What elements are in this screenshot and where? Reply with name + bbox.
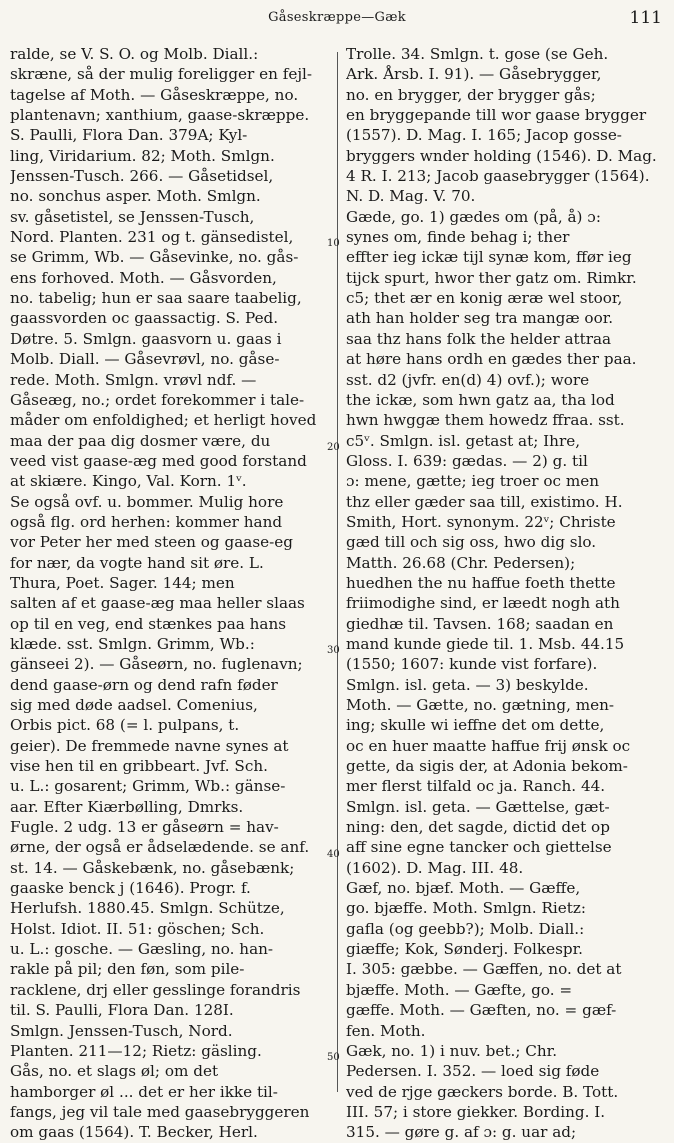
text-line: giedhæ til. Tavsen. 168; saadan en <box>346 614 614 633</box>
text-line: 4 R. I. 213; Jacob gaasebrygger (1564). <box>346 167 650 186</box>
text-line: ning: den, det sagde, dictid det op <box>346 818 610 837</box>
text-line: Herlufsh. 1880.45. Smlgn. Schütze, <box>10 899 285 918</box>
text-line: Trolle. 34. Smlgn. t. gose (se Geh. <box>346 45 609 63</box>
text-line: Ark. Årsb. I. 91). — Gåsebrygger, <box>346 65 602 84</box>
text-line: ing; skulle wi ieffne det om dette, <box>346 716 605 735</box>
text-line: klæde. sst. Smlgn. Grimm, Wb.: <box>10 634 255 653</box>
text-line: gafla (og geebb?); Molb. Diall.: <box>346 919 585 938</box>
text-line: mer flerst tilfald oc ja. Ranch. 44. <box>346 777 606 796</box>
text-line: sst. d2 (jvfr. en(d) 4) ovf.); wore <box>346 370 590 389</box>
text-line: the ickæ, som hwn gatz aa, tha lod <box>346 390 615 409</box>
text-line: 315. — gøre g. af ɔ: g. uar ad; <box>346 1123 577 1142</box>
text-line: no. en brygger, der brygger gås; <box>346 85 596 104</box>
text-line: Døtre. 5. Smlgn. gaasvorn u. gaas i <box>10 329 282 348</box>
text-line: tijck spurt, hwor ther gatz om. Rimkr. <box>346 268 637 287</box>
text-line: rede. Moth. Smlgn. vrøvl ndf. — <box>10 370 257 389</box>
text-line: Smlgn. isl. geta. — Gættelse, gæt- <box>346 797 610 816</box>
text-line: no. tabelig; hun er saa saare taabelig, <box>10 289 302 308</box>
line-number: 10 <box>327 238 340 249</box>
text-line: synes om, finde behag i; ther <box>346 228 570 247</box>
text-line: no. sonchus asper. Moth. Smlgn. <box>10 187 261 206</box>
text-line: u. L.: gosche. — Gæsling, no. han- <box>10 940 274 959</box>
text-line: Smith, Hort. synonym. 22ᵛ; Christe <box>346 512 616 531</box>
text-line: gänseei 2). — Gåseørn, no. fuglenavn; <box>10 655 303 674</box>
text-line: salten af et gaase-æg maa heller slaas <box>10 594 305 613</box>
text-line: Gloss. I. 639: gædas. — 2) g. til <box>346 451 588 470</box>
text-line: Thura, Poet. Sager. 144; men <box>10 573 235 592</box>
text-line: om gaas (1564). T. Becker, Herl. <box>10 1123 258 1142</box>
text-line: op til en veg, end stænkes paa hans <box>10 614 287 633</box>
text-line: vise hen til en gribbeart. Jvf. Sch. <box>10 757 268 776</box>
text-line: c5ᵛ. Smlgn. isl. getast at; Ihre, <box>346 431 581 450</box>
text-line: gæd till och sig oss, hwo dig slo. <box>346 533 597 552</box>
text-line: Pedersen. I. 352. — loed sig føde <box>346 1062 600 1081</box>
text-line: ling, Viridarium. 82; Moth. Smlgn. <box>10 146 275 165</box>
text-line: st. 14. — Gåskebænk, no. gåsebænk; <box>10 858 295 877</box>
text-line: dend gaase-ørn og dend rafn føder <box>10 675 278 694</box>
text-line: Planten. 211—12; Rietz: gäsling. <box>10 1041 262 1060</box>
text-line: maa der paa dig dosmer være, du <box>10 431 271 450</box>
text-line: gæffe. Moth. — Gæften, no. = gæf- <box>346 1001 617 1020</box>
text-line: Holst. Idiot. II. 51: göschen; Sch. <box>10 919 265 938</box>
text-line: mand kunde giede til. 1. Msb. 44.15 <box>346 634 625 653</box>
text-line: (1557). D. Mag. I. 165; Jacop gosse- <box>346 126 622 145</box>
text-line: effter ieg ickæ tijl synæ kom, ffør ieg <box>346 248 632 267</box>
text-line: fangs, jeg vil tale med gaasebryggeren <box>10 1102 310 1121</box>
text-line: skræne, så der mulig foreligger en fejl- <box>10 65 313 84</box>
text-line: hwn hwggæ them howedz ffraa. sst. <box>346 411 625 430</box>
text-line: Gåseæg, no.; ordet forekommer i tale- <box>10 390 305 409</box>
text-line: Jenssen-Tusch. 266. — Gåsetidsel, <box>10 167 274 186</box>
text-line: at skiære. Kingo, Val. Korn. 1ᵛ. <box>10 472 247 491</box>
text-line: go. bjæffe. Moth. Smlgn. Rietz: <box>346 899 586 918</box>
text-line: aff sine egne tancker och giettelse <box>346 838 612 857</box>
text-line: oc en huer maatte haffue frij ønsk oc <box>346 736 631 755</box>
text-line: aar. Efter Kiærbølling, Dmrks. <box>10 797 244 816</box>
text-line: fen. Moth. <box>346 1021 426 1040</box>
text-line: Gæde, go. 1) gædes om (på, å) ɔ: <box>346 207 601 226</box>
text-line: geier). De fremmede navne synes at <box>10 736 289 755</box>
text-line: S. Paulli, Flora Dan. 379A; Kyl- <box>10 126 248 145</box>
text-line: (1550; 1607: kunde vist forfare). <box>346 655 598 674</box>
text-line: ralde, se V. S. O. og Molb. Diall.: <box>10 45 259 63</box>
text-line: se Grimm, Wb. — Gåsevinke, no. gås- <box>10 248 299 267</box>
text-line: huedhen the nu haffue foeth thette <box>346 573 616 592</box>
text-line: bryggers wnder holding (1546). D. Mag. <box>346 146 657 165</box>
page-header <box>0 0 674 40</box>
text-line: rakle på pil; den føn, som pile- <box>10 960 245 979</box>
line-number: 40 <box>327 849 340 860</box>
text-line: Orbis pict. 68 (= l. pulpans, t. <box>10 716 240 735</box>
text-line: giæffe; Kok, Sønderj. Folkespr. <box>346 940 584 959</box>
text-line: sig med døde aadsel. Comenius, <box>10 696 258 714</box>
text-line: en bryggepande till wor gaase brygger <box>346 106 647 125</box>
text-line: veed vist gaase-æg med good forstand <box>10 451 307 470</box>
text-line: for nær, da vogte hand sit øre. L. <box>10 553 264 572</box>
line-number: 30 <box>327 645 340 656</box>
text-line: ørne, der også er ådselædende. se anf. <box>10 838 310 857</box>
text-line: Molb. Diall. — Gåsevrøvl, no. gåse- <box>10 350 280 369</box>
text-line: N. D. Mag. V. 70. <box>346 187 476 206</box>
text-line: III. 57; i store giekker. Bording. I. <box>346 1102 606 1121</box>
text-line: Moth. — Gætte, no. gætning, men- <box>346 696 615 714</box>
text-line: vor Peter her med steen og gaase-eg <box>10 533 293 552</box>
text-line: ɔ: mene, gætte; ieg troer oc men <box>346 472 600 491</box>
left-column <box>10 44 330 1143</box>
text-line: at høre hans ordh en gædes ther paa. <box>346 350 637 369</box>
text-line: hamborger øl ... det er her ikke til- <box>10 1082 278 1101</box>
right-column <box>346 44 668 1143</box>
text-line: sv. gåsetistel, se Jenssen-Tusch, <box>10 207 255 226</box>
text-line: måder om enfoldighed; et herligt hoved <box>10 411 317 430</box>
text-line: Matth. 26.68 (Chr. Pedersen); <box>346 553 576 572</box>
page-number: 111 <box>629 8 662 28</box>
line-number: 20 <box>327 442 340 453</box>
text-line: ens forhoved. Moth. — Gåsvorden, <box>10 268 277 287</box>
text-line: racklene, drj eller gesslinge forandris <box>10 980 301 999</box>
text-line: Fugle. 2 udg. 13 er gåseørn = hav- <box>10 818 279 837</box>
text-line: tagelse af Moth. — Gåseskræppe, no. <box>10 85 299 104</box>
text-line: saa thz hans folk the helder attraa <box>346 329 612 348</box>
text-line: Smlgn. isl. geta. — 3) beskylde. <box>346 675 589 694</box>
text-line: u. L.: gosarent; Grimm, Wb.: gänse- <box>10 777 286 796</box>
text-line: Se også ovf. u. bommer. Mulig hore <box>10 492 284 511</box>
line-number: 50 <box>327 1052 340 1063</box>
text-line: (1602). D. Mag. III. 48. <box>346 858 524 877</box>
text-line: thz eller gæder saa till, existimo. H. <box>346 492 623 511</box>
text-line: også flg. ord herhen: kommer hand <box>10 512 283 531</box>
text-line: gaaske benck j (1646). Progr. f. <box>10 879 251 898</box>
text-line: Gæf, no. bjæf. Moth. — Gæffe, <box>346 879 581 898</box>
text-line: gette, da sigis der, at Adonia bekom- <box>346 757 628 776</box>
text-line: plantenavn; xanthium, gaase-skræppe. <box>10 106 310 125</box>
text-line: til. S. Paulli, Flora Dan. 128I. <box>10 1001 234 1020</box>
text-line: ved de rjge gæckers borde. B. Tott. <box>346 1082 619 1101</box>
text-line: Smlgn. Jenssen-Tusch, Nord. <box>10 1021 233 1040</box>
text-line: Gæk, no. 1) i nuv. bet.; Chr. <box>346 1041 558 1060</box>
text-line: Nord. Planten. 231 og t. gänsedistel, <box>10 228 294 247</box>
text-line: bjæffe. Moth. — Gæfte, go. = <box>346 980 573 999</box>
text-line: c5; thet ær en konig æræ wel stoor, <box>346 289 623 308</box>
text-line: ath han holder seg tra mangæ oor. <box>346 309 614 328</box>
text-line: Gås, no. et slags øl; om det <box>10 1062 219 1081</box>
text-line: gaassvorden oc gaassactig. S. Ped. <box>10 309 279 328</box>
column-divider <box>337 52 338 1092</box>
text-line: I. 305: gæbbe. — Gæffen, no. det at <box>346 960 622 979</box>
text-line: friimodighe sind, er læedt nogh ath <box>346 594 620 613</box>
running-title: Gåseskræppe—Gæk <box>268 10 406 25</box>
